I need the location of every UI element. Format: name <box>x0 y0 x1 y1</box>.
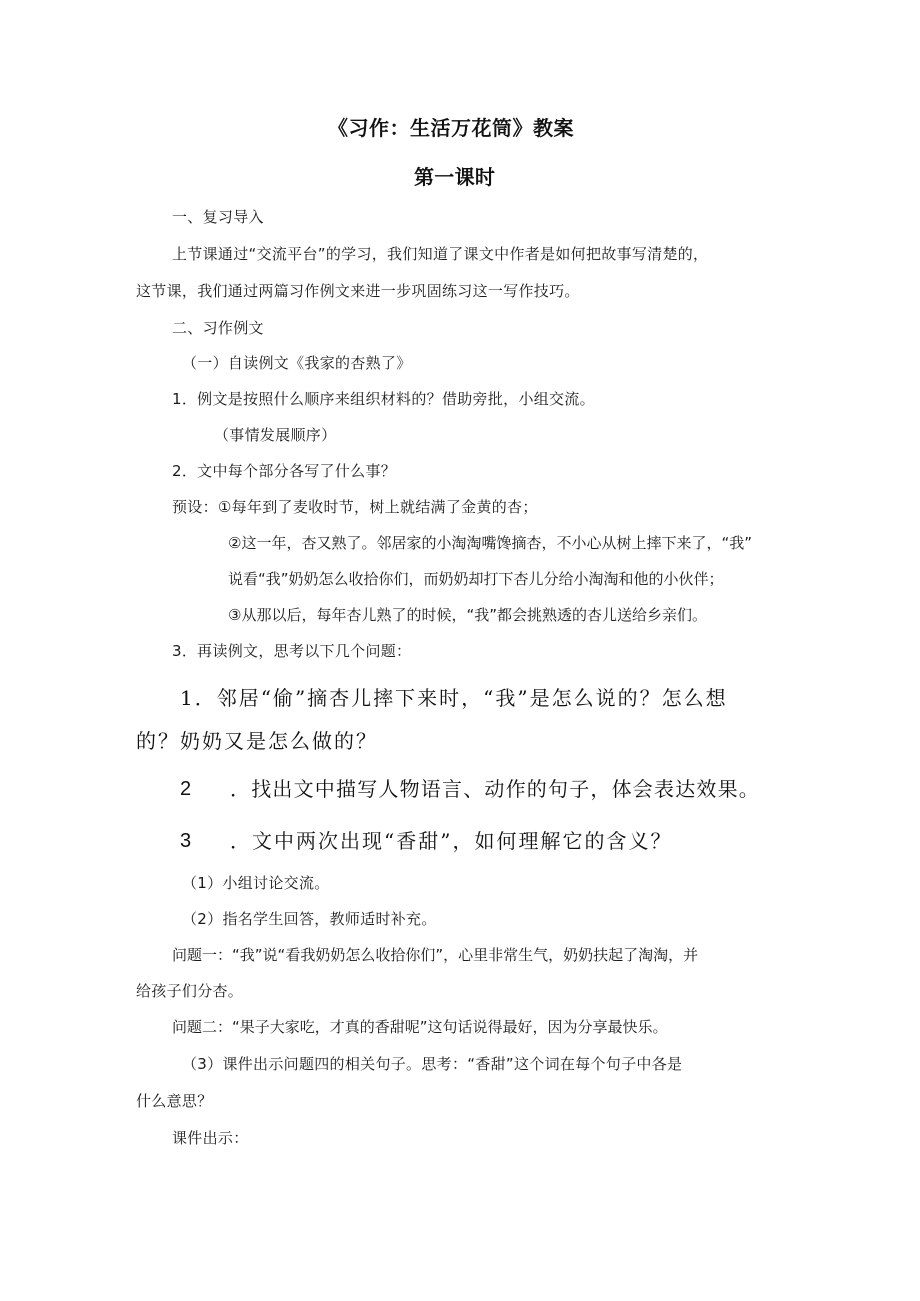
intro-paragraph-line1: 上节课通过“交流平台”的学习，我们知道了课文中作者是如何把故事写清楚的， <box>172 245 709 263</box>
preset-point-2-line1: ②这一年，杏又熟了。邻居家的小淘淘嘴馋摘杏，不小心从树上摔下来了，“我” <box>228 534 752 552</box>
step-3-line2: 什么意思？ <box>136 1092 213 1110</box>
preset-point-3: ③从那以后，每年杏儿熟了的时候，“我”都会挑熟透的杏儿送给乡亲们。 <box>228 606 707 624</box>
doc-title: 《习作：生活万花筒》教案 <box>328 116 574 140</box>
section-heading-review: 一、复习导入 <box>172 208 264 226</box>
answer-1-line2: 给孩子们分杏。 <box>136 982 244 1000</box>
intro-paragraph-line2: 这节课，我们通过两篇习作例文来进一步巩固练习这一写作技巧。 <box>136 282 580 300</box>
discussion-question-3-text: ．文中两次出现“香甜”，如何理解它的含义？ <box>230 829 673 853</box>
question-1-answer: （事情发展顺序） <box>214 426 337 444</box>
discussion-question-1-line1: 1．邻居“偷”摘杏儿摔下来时，“我”是怎么说的？怎么想 <box>180 686 728 710</box>
preset-point-1: 预设：①每年到了麦收时节，树上就结满了金黄的杏； <box>172 498 538 516</box>
discussion-question-2-text: ．找出文中描写人物语言、动作的句子，体会表达效果。 <box>230 777 760 801</box>
question-2: 2．文中每个部分各写了什么事？ <box>172 462 397 480</box>
question-3: 3．再读例文，思考以下几个问题： <box>172 642 412 660</box>
discussion-question-2-number: 2 <box>180 778 192 800</box>
question-1: 1．例文是按照什么顺序来组织材料的？借助旁批，小组交流。 <box>172 390 595 408</box>
answer-2: 问题二：“果子大家吃，才真的香甜呢”这句话说得最好，因为分享最快乐。 <box>172 1018 668 1036</box>
step-3-line1: （3）课件出示问题四的相关句子。思考：“香甜”这个词在每个句子中各是 <box>182 1055 683 1073</box>
discussion-question-3-number: 3 <box>180 830 192 852</box>
discussion-question-1-line2: 的？奶奶又是怎么做的？ <box>136 729 378 753</box>
preset-point-2-line2: 说看“我”奶奶怎么收拾你们，而奶奶却打下杏儿分给小淘淘和他的小伙伴； <box>228 570 724 588</box>
step-1: （1）小组讨论交流。 <box>182 874 330 892</box>
courseware-label: 课件出示： <box>172 1129 249 1147</box>
section-heading-examples: 二、习作例文 <box>172 319 264 337</box>
subsection-heading-1: （一）自读例文《我家的杏熟了》 <box>182 354 412 372</box>
step-2: （2）指名学生回答，教师适时补充。 <box>182 910 437 928</box>
answer-1-line1: 问题一：“我”说“看我奶奶怎么收拾你们”，心里非常生气，奶奶扶起了淘淘，并 <box>172 946 699 964</box>
doc-subtitle: 第一课时 <box>414 165 496 189</box>
